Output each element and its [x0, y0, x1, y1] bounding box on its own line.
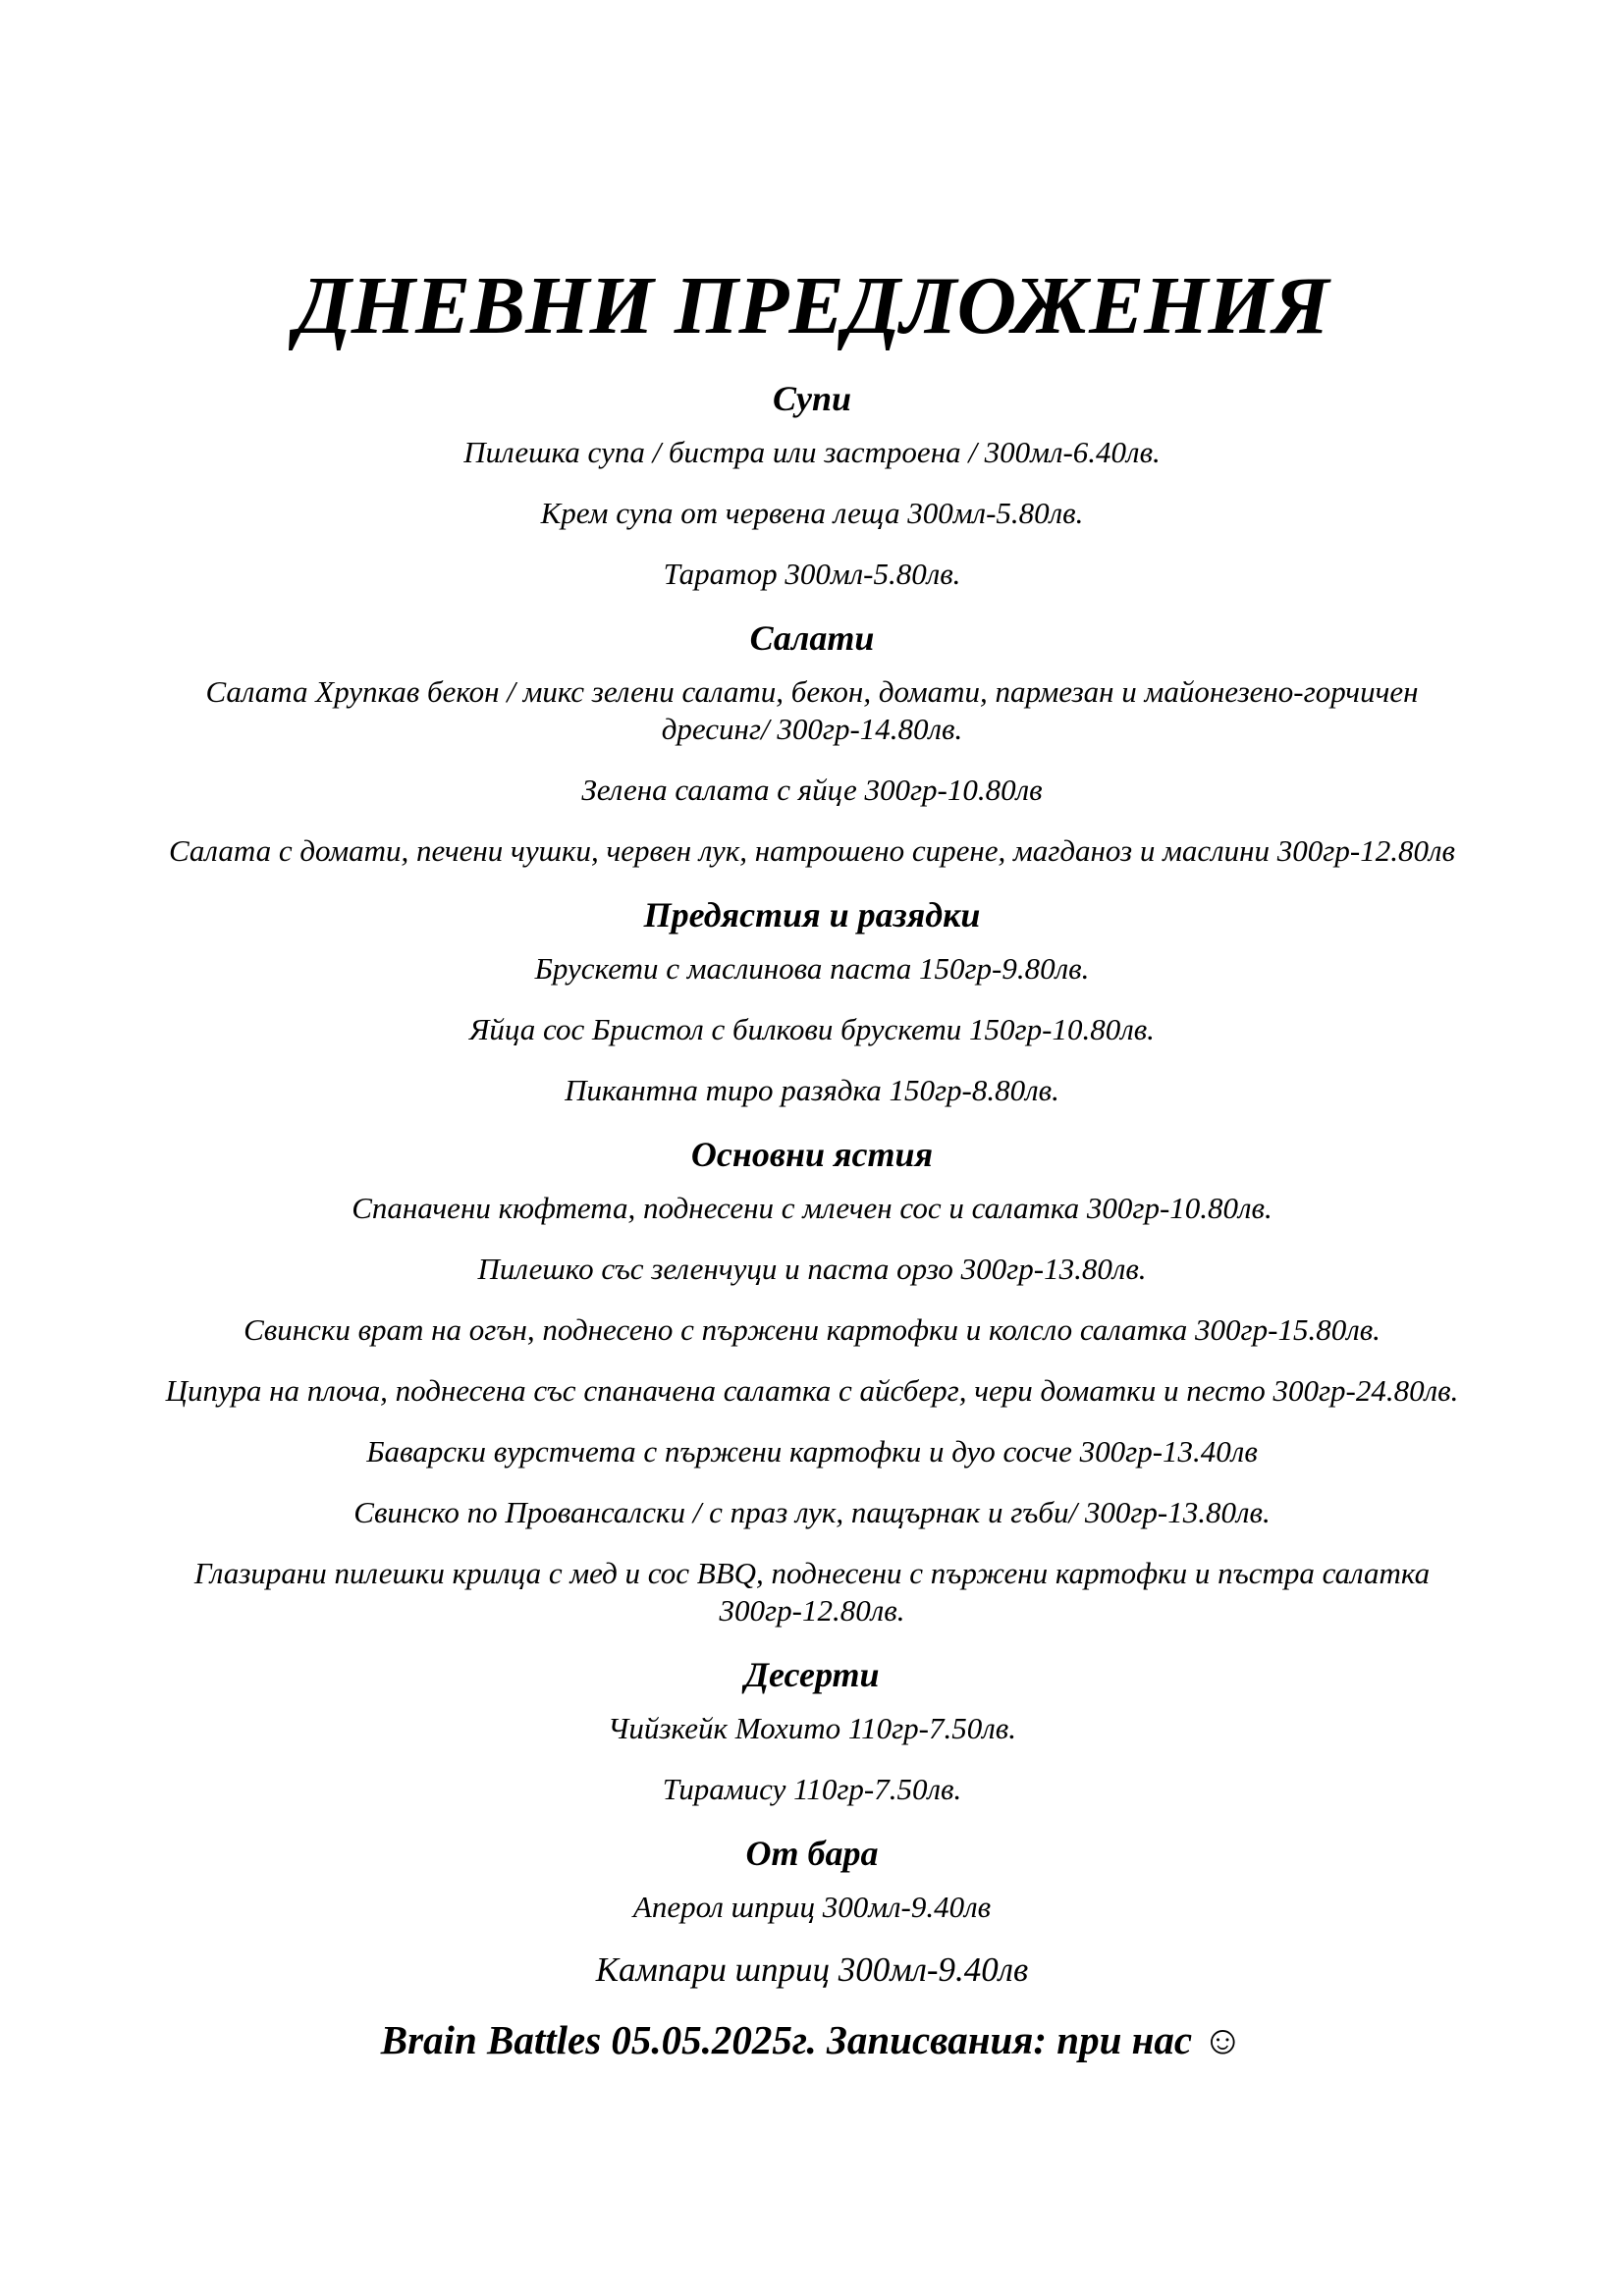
section-heading: Супи: [772, 379, 852, 418]
menu-item: Пикантна тиро разядка 150гр-8.80лв.: [565, 1073, 1059, 1107]
section-mains: [157, 1133, 1467, 1629]
menu-item: Аперол шприц 300мл-9.40лв: [632, 1890, 992, 1924]
menu-item: Глазирани пилешки крилца с мед и сос BBQ, поднесени с пържени картофки и пъстра салатка 300гр-12.80лв.: [193, 1556, 1431, 1628]
menu-item: Свински врат на огън, поднесено с пържени картофки и колсло салатка 300гр-15.80лв.: [244, 1312, 1380, 1347]
section-bar: [157, 1832, 1467, 1991]
menu-item: Тирамису 110гр-7.50лв.: [662, 1772, 962, 1806]
section-heading: Основни ястия: [690, 1135, 934, 1174]
menu-item: Ципура на плоча, поднесена със спаначена салатка с айсберг, чери доматки и песто 300гр-24.80лв.: [165, 1373, 1459, 1408]
section-soups: [157, 377, 1467, 593]
menu-item: Спаначени кюфтета, поднесени с млечен сос и салатка 300гр-10.80лв.: [352, 1191, 1272, 1225]
section-heading: Предястия и разядки: [643, 895, 981, 934]
menu-item: Чийзкейк Мохито 110гр-7.50лв.: [608, 1711, 1016, 1745]
section-salads: [157, 616, 1467, 870]
menu-item: Зелена салата с яйце 300гр-10.80лв: [581, 773, 1043, 807]
menu-item: Кампари шприц 300мл-9.40лв: [595, 1950, 1029, 1989]
menu-item: Крем супа от червена леща 300мл-5.80лв.: [540, 496, 1084, 530]
section-desserts: [157, 1653, 1467, 1808]
page-title: ДНЕВНИ ПРЕДЛОЖЕНИЯ: [295, 260, 1329, 351]
menu-item: Салата Хрупкав бекон / микс зелени салати, бекон, домати, пармезан и майонезено-горчичен дресинг/ 300гр-14.80лв.: [205, 674, 1419, 746]
section-heading: Салати: [749, 618, 875, 658]
menu-item: Таратор 300мл-5.80лв.: [663, 557, 961, 591]
menu-body: [157, 365, 1467, 2065]
menu-item: Пилешко със зеленчуци и паста орзо 300гр-13.80лв.: [477, 1252, 1147, 1286]
section-heading: От бара: [745, 1834, 879, 1873]
menu-item: Баварски вурстчета с пържени картофки и дуо сосче 300гр-13.40лв: [366, 1434, 1258, 1468]
menu-item: Свинско по Провансалски / с праз лук, пащърнак и гъби/ 300гр-13.80лв.: [353, 1495, 1271, 1529]
section-heading: Десерти: [744, 1655, 880, 1694]
section-starters: [157, 893, 1467, 1109]
menu-item: Яйца сос Бристол с билкови брускети 150гр-10.80лв.: [469, 1012, 1155, 1046]
event-announcement: Brain Battles 05.05.2025г. Записвания: при нас ☺: [380, 2017, 1244, 2062]
menu-item: Пилешка супа / бистра или застроена / 300мл-6.40лв.: [463, 435, 1161, 469]
menu-item: Брускети с маслинова паста 150гр-9.80лв.: [534, 951, 1090, 986]
menu-item: Салата с домати, печени чушки, червен лук, натрошено сирене, магданоз и маслини 300гр-12.80лв: [169, 833, 1455, 868]
